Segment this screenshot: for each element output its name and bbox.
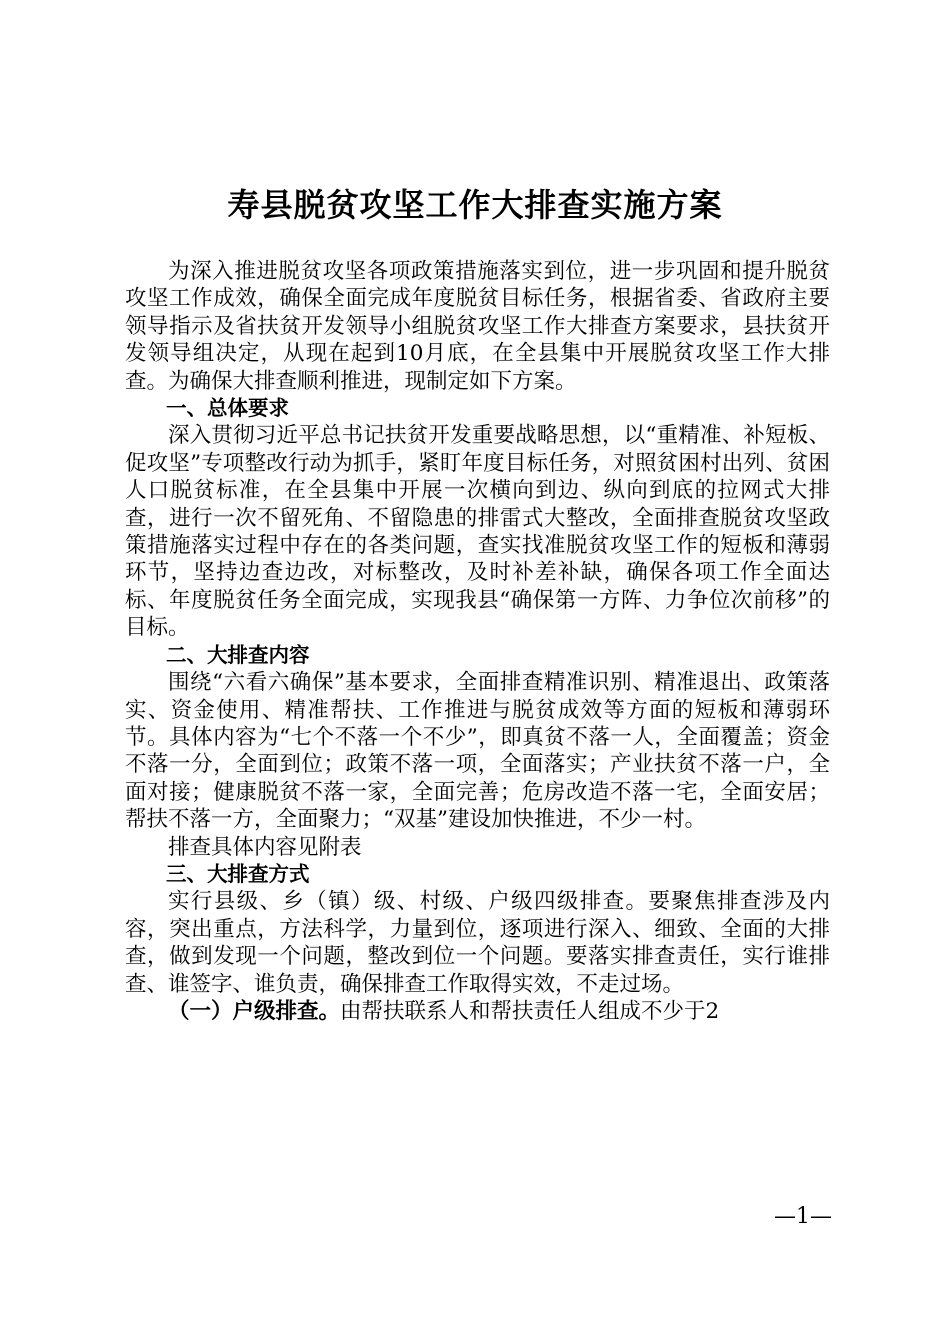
section-3-paragraph: 实行县级、乡（镇）级、村级、户级四级排查。要聚焦排查涉及内容，突出重点，方法科学，力量到位，逐项进行深入、细致、全面的大排查，做到发现一个问题，整改到位一个问题。要落实排查责任，实行谁排查、谁签字、谁负责，确保排查工作取得实效，不走过场。: [125, 889, 830, 997]
section-1-paragraph: 深入贯彻习近平总书记扶贫开发重要战略思想，以“重精准、补短板、促攻坚”专项整改行动为抓手，紧盯年度目标任务，对照贫困村出列、贫困人口脱贫标准，在全县集中开展一次横向到边、纵向到底的拉网式大排查，进行一次不留死角、不留隐患的排雷式大整改，全面排查脱贫攻坚政策措施落实过程中存在的各类问题，查实找准脱贫攻坚工作的短板和薄弱环节，坚持边查边改，对标整改，及时补差补缺，确保各项工作全面达标、年度脱贫任务全面完成，实现我县“确保第一方阵、力争位次前移”的目标。: [125, 423, 830, 641]
section-heading-3: 三、大排查方式: [166, 861, 310, 886]
page-number: —1—: [774, 1204, 832, 1229]
subsection-1-text: 由帮扶联系人和帮扶责任人组成不少于2: [340, 998, 720, 1024]
section-heading-1: 一、总体要求: [166, 396, 289, 421]
document-body: [125, 258, 830, 1025]
section-heading-2: 二、大排查内容: [166, 642, 310, 667]
intro-paragraph: 为深入推进脱贫攻坚各项政策措施落实到位，进一步巩固和提升脱贫攻坚工作成效，确保全面完成年度脱贫目标任务，根据省委、省政府主要领导指示及省扶贫开发领导小组脱贫攻坚工作大排查方案要求，县扶贫开发领导组决定，从现在起到10月底，在全县集中开展脱贫攻坚工作大排查。为确保大排查顺利推进，现制定如下方案。: [125, 259, 830, 394]
document-title: 寿县脱贫攻坚工作大排查实施方案: [227, 186, 723, 224]
subsection-1-paragraph: [125, 998, 830, 1025]
section-2-paragraph: 围绕“六看六确保”基本要求，全面排查精准识别、精准退出、政策落实、资金使用、精准帮扶、工作推进与脱贫成效等方面的短板和薄弱环节。具体内容为“七个不落一个不少”，即真贫不落一人，全面覆盖；资金不落一分，全面到位；政策不落一项，全面落实；产业扶贫不落一户，全面对接；健康脱贫不落一家，全面完善；危房改造不落一宅，全面安居；帮扶不落一方，全面聚力；“双基”建设加快推进，不少一村。: [125, 670, 830, 833]
subsection-1-label: （一）户级排查。: [168, 998, 341, 1024]
section-2-note: 排查具体内容见附表: [168, 834, 362, 860]
